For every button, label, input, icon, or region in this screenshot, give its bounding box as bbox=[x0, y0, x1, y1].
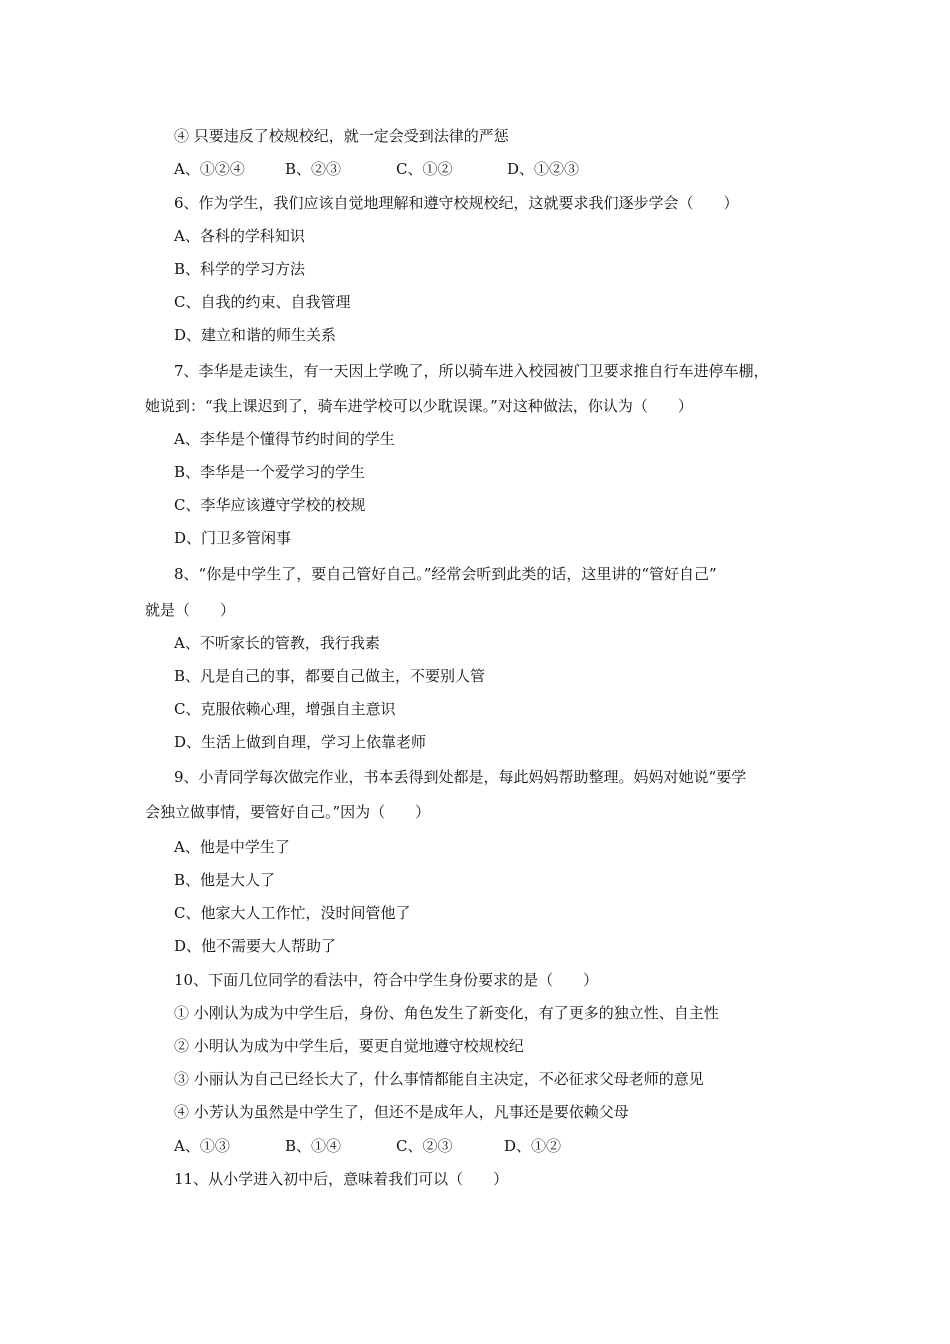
q5-option-c: C、①② bbox=[396, 160, 453, 178]
q7-option-b: B、李华是一个爱学习的学生 bbox=[174, 463, 366, 481]
q10-option-c: C、②③ bbox=[396, 1137, 453, 1155]
q5-option-d: D、①②③ bbox=[507, 160, 580, 178]
q7-stem-line-1: 7、李华是走读生，有一天因上学晚了，所以骑车进入校园被门卫要求推自行车进停车棚， bbox=[174, 362, 769, 380]
q10-item-3: ③ 小丽认为自己已经长大了，什么事情都能自主决定，不必征求父母老师的意见 bbox=[174, 1070, 704, 1088]
q9-stem-line-1: 9、小青同学每次做完作业，书本丢得到处都是，每此妈妈帮助整理。妈妈对她说“要学 bbox=[174, 768, 747, 786]
q8-stem-line-2: 就是（ ） bbox=[145, 601, 236, 619]
q10-option-d: D、①② bbox=[504, 1137, 562, 1155]
q8-stem-line-1: 8、“你是中学生了，要自己管好自己。”经常会听到此类的话，这里讲的“管好自己” bbox=[174, 565, 717, 583]
q10-option-b: B、①④ bbox=[285, 1137, 342, 1155]
q9-option-d: D、他不需要大人帮助了 bbox=[174, 937, 337, 955]
q10-item-4: ④ 小芳认为虽然是中学生了，但还不是成年人，凡事还是要依赖父母 bbox=[174, 1103, 629, 1121]
q10-stem: 10、下面几位同学的看法中，符合中学生身份要求的是（ ） bbox=[174, 971, 599, 989]
q9-stem-line-2: 会独立做事情，要管好自己。”因为（ ） bbox=[145, 803, 431, 821]
q7-stem-line-2: 她说到：“我上课迟到了，骑车进学校可以少耽误课。”对这种做法，你认为（ ） bbox=[145, 397, 693, 415]
q6-option-d: D、建立和谐的师生关系 bbox=[174, 326, 337, 344]
q10-item-1: ① 小刚认为成为中学生后，身份、角色发生了新变化，有了更多的独立性、自主性 bbox=[174, 1004, 719, 1022]
q5-option-a: A、①②④ bbox=[174, 160, 245, 178]
q5-item-4: ④ 只要违反了校规校纪，就一定会受到法律的严惩 bbox=[174, 127, 509, 145]
q7-option-d: D、门卫多管闲事 bbox=[174, 529, 292, 547]
q10-item-2: ② 小明认为成为中学生后，要更自觉地遵守校规校纪 bbox=[174, 1037, 524, 1055]
q9-option-a: A、他是中学生了 bbox=[174, 838, 290, 856]
q11-stem: 11、从小学进入初中后，意味着我们可以（ ） bbox=[174, 1170, 509, 1188]
q7-option-c: C、李华应该遵守学校的校规 bbox=[174, 496, 366, 514]
q5-options bbox=[174, 158, 579, 180]
q8-option-c: C、克服依赖心理，增强自主意识 bbox=[174, 700, 396, 718]
q10-option-a: A、①③ bbox=[174, 1137, 230, 1155]
q9-option-b: B、他是大人了 bbox=[174, 871, 276, 889]
q9-option-c: C、他家大人工作忙，没时间管他了 bbox=[174, 904, 411, 922]
q6-option-c: C、自我的约束、自我管理 bbox=[174, 293, 351, 311]
q8-option-b: B、凡是自己的事，都要自己做主，不要别人管 bbox=[174, 667, 486, 685]
q8-option-d: D、生活上做到自理，学习上依靠老师 bbox=[174, 733, 427, 751]
q6-option-a: A、各科的学科知识 bbox=[174, 227, 305, 245]
q6-stem: 6、作为学生，我们应该自觉地理解和遵守校规校纪，这就要求我们逐步学会（ ） bbox=[174, 194, 739, 212]
q10-options bbox=[174, 1135, 561, 1157]
q5-option-b: B、②③ bbox=[285, 160, 342, 178]
q7-option-a: A、李华是个懂得节约时间的学生 bbox=[174, 430, 395, 448]
q6-option-b: B、科学的学习方法 bbox=[174, 260, 306, 278]
q8-option-a: A、不听家长的管教，我行我素 bbox=[174, 634, 380, 652]
